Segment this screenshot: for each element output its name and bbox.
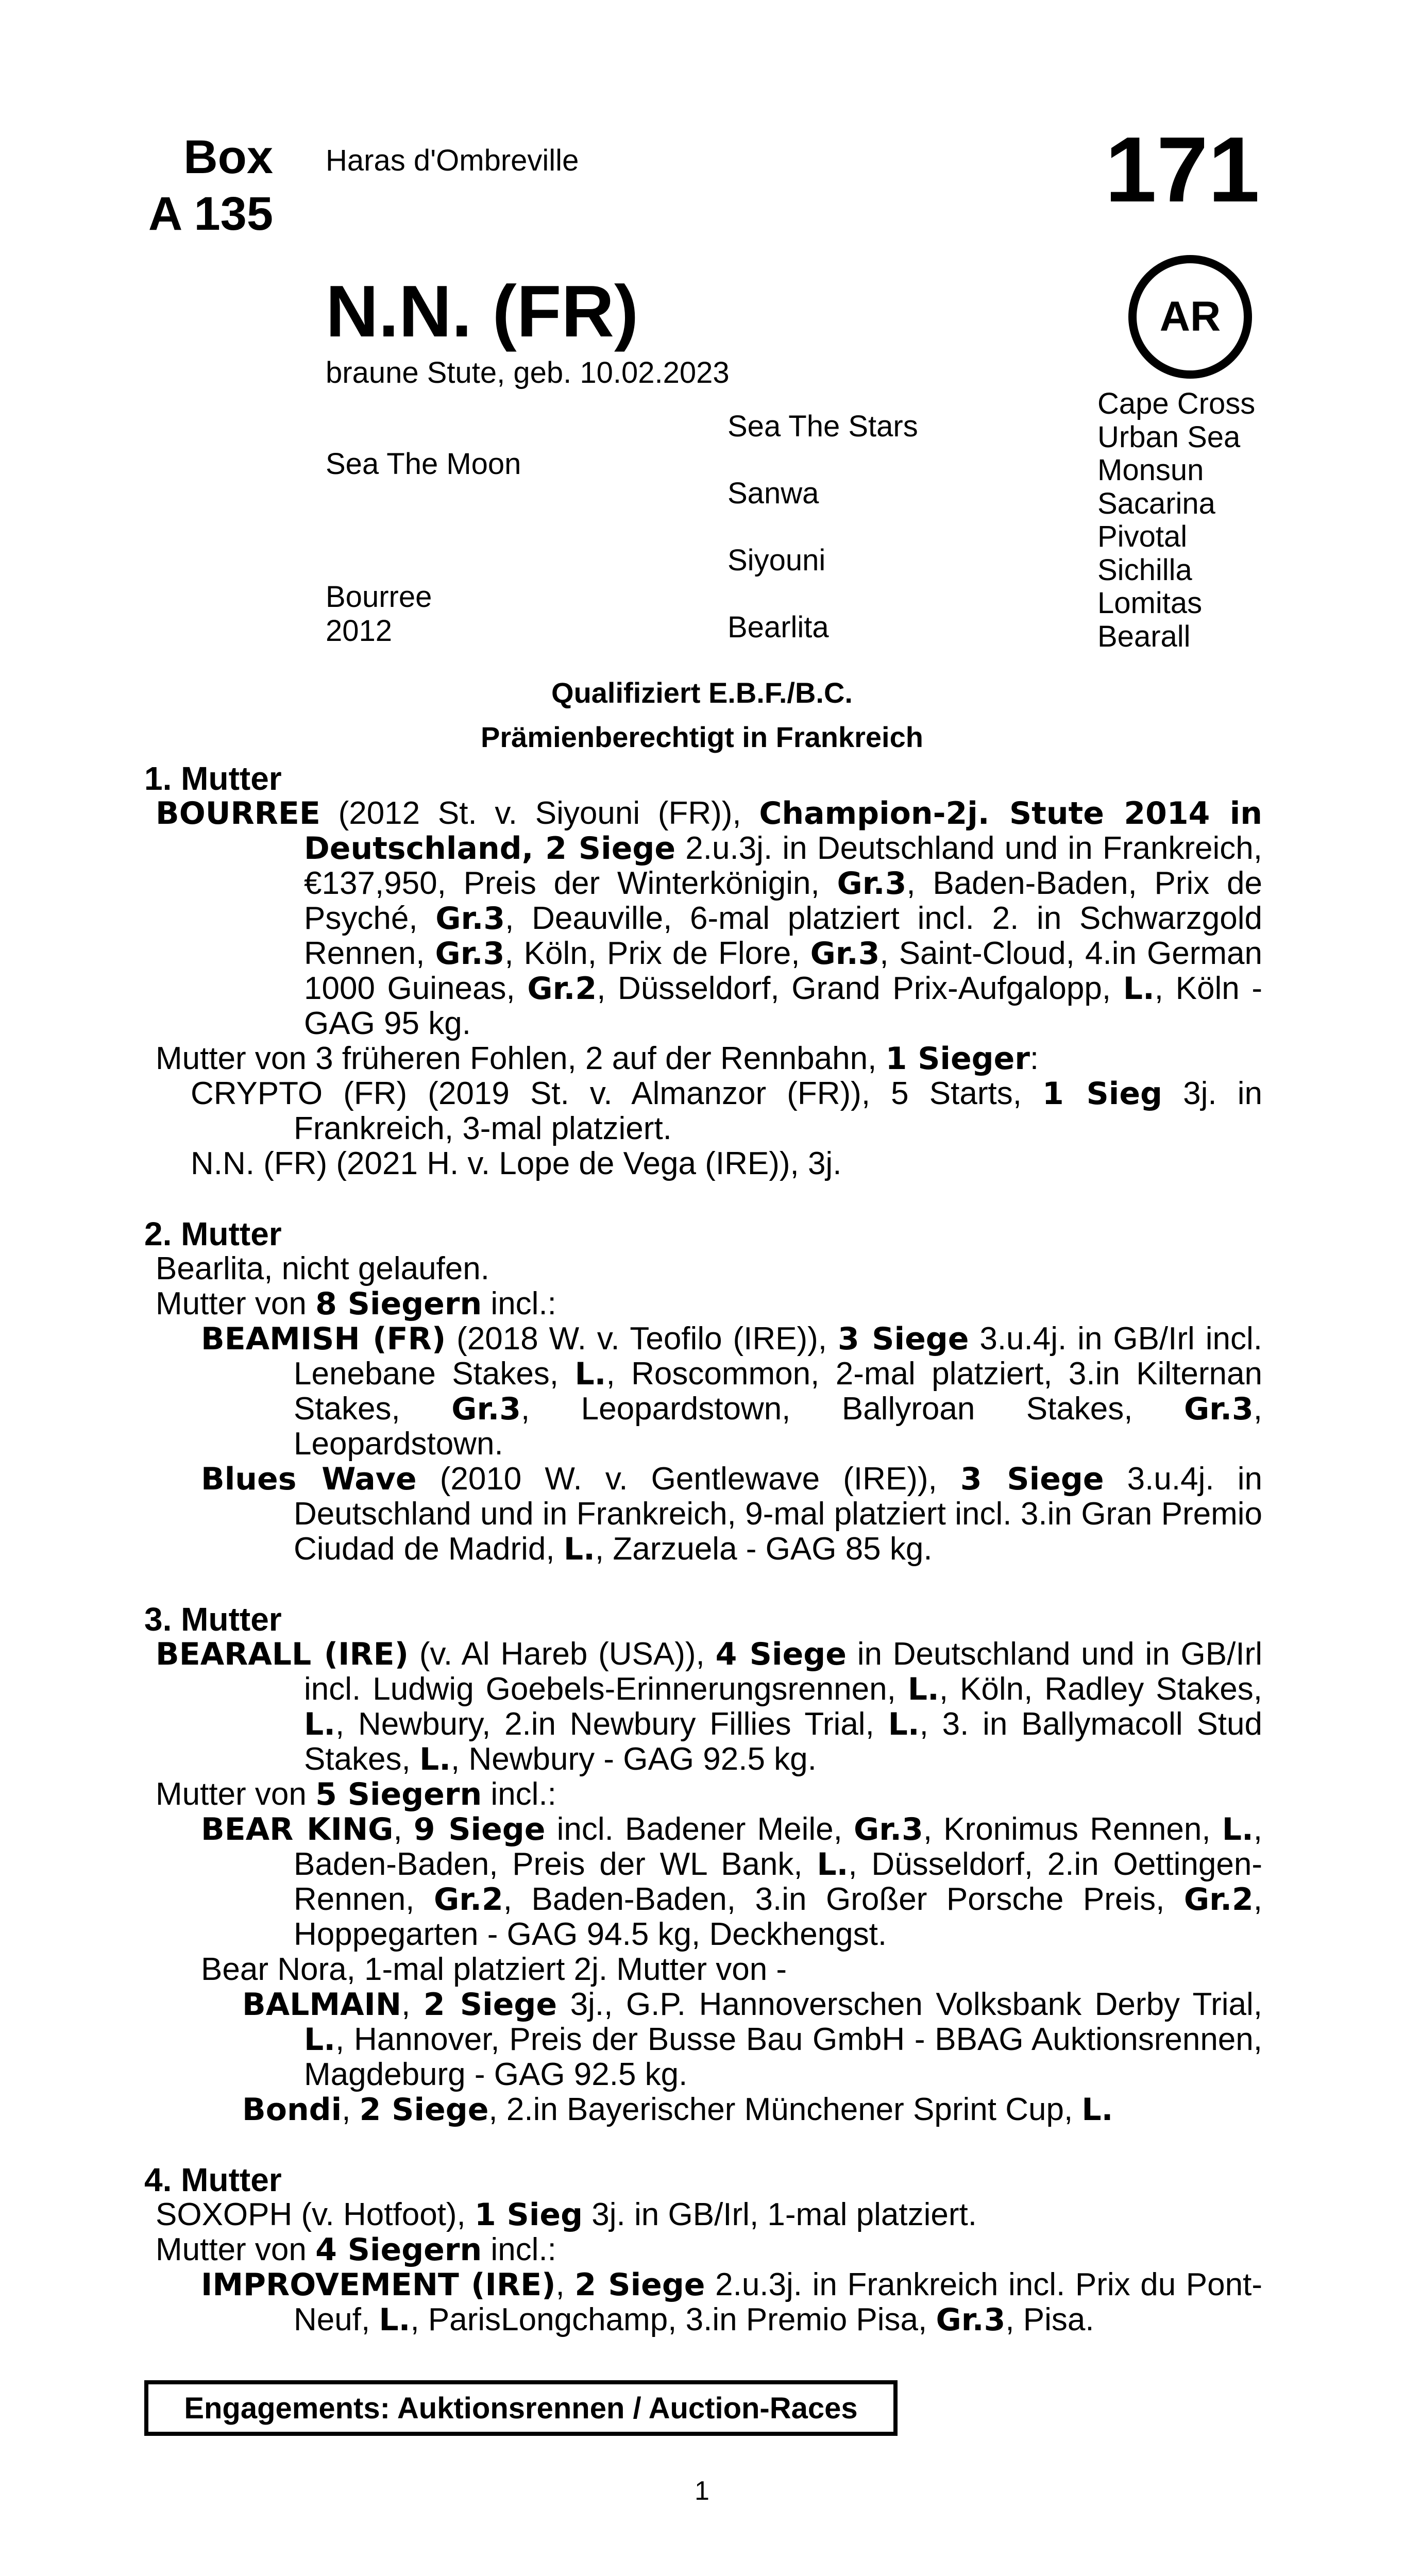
- bold-text: L.: [419, 1741, 451, 1777]
- spacer: [144, 1567, 1262, 1602]
- pedigree-dam-name: Bourree: [326, 580, 432, 614]
- bold-text: BEAMISH (FR): [201, 1321, 446, 1357]
- pedigree-grandparent: Bearlita: [728, 611, 829, 644]
- bold-text: 3 Siege: [837, 1321, 969, 1357]
- horse-description: braune Stute, geb. 10.02.2023: [326, 356, 730, 389]
- bold-text: Gr.3: [451, 1391, 521, 1427]
- bold-text: L.: [1222, 1811, 1254, 1848]
- pedigree-grandparent: Sanwa: [728, 477, 819, 510]
- bold-text: 5 Siegern: [315, 1776, 482, 1812]
- bold-text: 9 Siege: [413, 1811, 546, 1848]
- pedigree-great-grandparent: Bearall: [1097, 619, 1191, 653]
- bold-text: Gr.2: [527, 971, 597, 1007]
- dam3-produce-bear-king: BEAR KING, 9 Siege incl. Badener Meile, Gr.3, Kronimus Rennen, L., Baden-Baden, Preis der WL Bank, L., Düsseldorf, 2.in Oettingen-Rennen, Gr.2, Baden-Baden, 3.in Großer Porsche Preis, Gr.2, Hoppegarten - GAG 94.5 kg, Deckhengst.: [201, 1811, 1262, 1952]
- pedigree-great-grandparent: Monsun: [1097, 453, 1204, 487]
- box-label-line1: Box: [183, 131, 273, 183]
- bold-text: Champion-2j. Stute 2014 in Deutschland, 2 Siege: [304, 795, 1262, 867]
- pedigree-sire: Sea The Moon: [326, 447, 521, 481]
- pedigree-dam: [326, 580, 432, 648]
- family-text: [144, 761, 1262, 2337]
- dam3-grandproduce-bondi: Bondi, 2 Siege, 2.in Bayerischer Münchener Sprint Cup, L.: [242, 2092, 1113, 2128]
- dam3-grandproduce-balmain: BALMAIN, 2 Siege 3j., G.P. Hannoverschen Volksbank Derby Trial, L., Hannover, Preis der Busse Bau GmbH - BBAG Auktionsrennen, Magdeburg - GAG 92.5 kg.: [242, 1987, 1262, 2092]
- dam4-produce-summary: Mutter von 4 Siegern incl.:: [156, 2232, 556, 2268]
- bold-text: IMPROVEMENT (IRE): [201, 2267, 556, 2303]
- pedigree-great-grandparent: Sichilla: [1097, 553, 1192, 587]
- bold-text: L.: [304, 2022, 336, 2058]
- bold-text: Gr.2: [433, 1882, 503, 1918]
- dam3-record: BEARALL (IRE) (v. Al Hareb (USA)), 4 Siege in Deutschland und in GB/Irl incl. Ludwig Goebels-Erinnerungsrennen, L., Köln, Radley Stakes, L., Newbury, 2.in Newbury Fillies Trial, L., 3. in Ballymacoll Stud Stakes, L., Newbury - GAG 92.5 kg.: [156, 1636, 1262, 1777]
- bold-text: 4 Siege: [715, 1636, 847, 1672]
- ar-badge-text: AR: [1159, 293, 1221, 340]
- page-number: 1: [695, 2476, 709, 2506]
- pedigree-great-grandparent: Sacarina: [1097, 486, 1215, 520]
- bold-text: L.: [817, 1846, 849, 1883]
- box-label: [144, 129, 273, 242]
- bold-text: 1 Sieger: [885, 1041, 1030, 1077]
- dam2-produce-beamish: BEAMISH (FR) (2018 W. v. Teofilo (IRE)), 3 Siege 3.u.4j. in GB/Irl incl. Lenebane Stakes, L., Roscommon, 2-mal platziert, 3.in Kilternan Stakes, Gr.3, Leopardstown, Ballyroan Stakes, Gr.3, Leopardstown.: [201, 1321, 1262, 1462]
- ar-badge-icon: [1128, 255, 1252, 379]
- pedigree-grandparent: Sea The Stars: [728, 410, 918, 443]
- bold-text: L.: [563, 1531, 595, 1567]
- bold-text: 2 Siege: [423, 1987, 557, 2023]
- bold-text: 4 Siegern: [315, 2232, 482, 2268]
- bold-text: Gr.3: [837, 866, 907, 902]
- dam4-record: SOXOPH (v. Hotfoot), 1 Sieg 3j. in GB/Irl, 1-mal platziert.: [156, 2197, 977, 2233]
- lot-number: 171: [1105, 118, 1260, 222]
- qualification-line: Qualifiziert E.B.F./B.C.: [551, 676, 853, 709]
- pedigree-great-grandparent: Lomitas: [1097, 586, 1203, 620]
- bold-text: Gr.3: [810, 936, 880, 972]
- dam2-heading: 2. Mutter: [144, 1215, 282, 1252]
- dam1-heading: 1. Mutter: [144, 760, 282, 797]
- pedigree-great-grandparent: Cape Cross: [1097, 387, 1256, 420]
- dam2-produce-summary: Mutter von 8 Siegern incl.:: [156, 1286, 556, 1322]
- dam1-produce-nn: N.N. (FR) (2021 H. v. Lope de Vega (IRE)), 3j.: [191, 1146, 842, 1181]
- bold-text: 3 Siege: [960, 1461, 1104, 1497]
- spacer: [144, 1181, 1262, 1216]
- bold-text: L.: [907, 1671, 939, 1707]
- bold-text: L.: [304, 1706, 336, 1742]
- bold-text: 2 Siege: [359, 2092, 489, 2128]
- bold-text: Bondi: [242, 2092, 342, 2128]
- bold-text: 1 Sieg: [475, 2197, 583, 2233]
- pedigree-great-grandparent: Pivotal: [1097, 520, 1188, 553]
- bold-text: BEARALL (IRE): [156, 1636, 409, 1672]
- bold-text: Gr.2: [1183, 1882, 1254, 1918]
- bold-text: BEAR KING: [201, 1811, 394, 1848]
- dam1-record: BOURREE (2012 St. v. Siyouni (FR)), Champion-2j. Stute 2014 in Deutschland, 2 Siege 2.u.3j. in Deutschland und in Frankreich, €137,950, Preis der Winterkönigin, Gr.3, Baden-Baden, Prix de Psyché, Gr.3, Deauville, 6-mal platziert incl. 2. in Schwarzgold Rennen, Gr.3, Köln, Prix de Flore, Gr.3, Saint-Cloud, 4.in German 1000 Guineas, Gr.2, Düsseldorf, Grand Prix-Aufgalopp, L., Köln - GAG 95 kg.: [156, 795, 1262, 1041]
- bold-text: Gr.3: [936, 2302, 1006, 2338]
- dam2-produce-blues-wave: Blues Wave (2010 W. v. Gentlewave (IRE)), 3 Siege 3.u.4j. in Deutschland und in Frankreich, 9-mal platziert incl. 3.in Gran Premio Ciudad de Madrid, L., Zarzuela - GAG 85 kg.: [201, 1461, 1262, 1567]
- pedigree-great-grandparent: Urban Sea: [1097, 420, 1241, 454]
- pedigree-grandparent: Siyouni: [728, 544, 826, 577]
- engagements-text: Engagements: Auktionsrennen / Auction-Races: [184, 2391, 858, 2425]
- bold-text: BALMAIN: [242, 1987, 402, 2023]
- bold-text: L.: [574, 1356, 606, 1392]
- bold-text: 2 Siege: [574, 2267, 705, 2303]
- pedigree-dam-year: 2012: [326, 614, 393, 648]
- bold-text: Gr.3: [854, 1811, 923, 1848]
- engagements-box: [144, 2380, 898, 2436]
- bold-text: L.: [1081, 2092, 1113, 2128]
- bold-text: Blues Wave: [201, 1461, 417, 1497]
- bold-text: L.: [888, 1706, 920, 1742]
- pedigree-great-grandparents: [1097, 387, 1255, 653]
- dam4-produce-improvement: IMPROVEMENT (IRE), 2 Siege 2.u.3j. in Frankreich incl. Prix du Pont-Neuf, L., ParisLongchamp, 3.in Premio Pisa, Gr.3, Pisa.: [201, 2267, 1263, 2338]
- horse-name: N.N. (FR): [326, 270, 639, 352]
- bold-text: Gr.3: [1183, 1391, 1254, 1427]
- dam1-produce-summary: Mutter von 3 früheren Fohlen, 2 auf der Rennbahn, 1 Sieger:: [156, 1041, 1039, 1077]
- bold-text: L.: [1123, 971, 1155, 1007]
- box-label-line2: A 135: [148, 188, 273, 240]
- bold-text: Gr.3: [435, 936, 505, 972]
- bold-text: Gr.3: [435, 901, 505, 937]
- consignor: Haras d'Ombreville: [326, 144, 579, 177]
- dam1-produce-crypto: CRYPTO (FR) (2019 St. v. Almanzor (FR)), 5 Starts, 1 Sieg 3j. in Frankreich, 3-mal platziert.: [191, 1076, 1262, 1146]
- dam4-heading: 4. Mutter: [144, 2161, 282, 2198]
- bold-text: BOURREE: [156, 795, 320, 832]
- dam2-record: Bearlita, nicht gelaufen.: [156, 1251, 489, 1286]
- dam3-heading: 3. Mutter: [144, 1601, 282, 1638]
- spacer: [144, 2127, 1262, 2162]
- dam3-produce-bear-nora: Bear Nora, 1-mal platziert 2j. Mutter von -: [201, 1952, 787, 1987]
- bold-text: L.: [379, 2302, 411, 2338]
- premium-line: Prämienberechtigt in Frankreich: [481, 721, 923, 753]
- bold-text: 1 Sieg: [1042, 1076, 1163, 1112]
- bold-text: 8 Siegern: [315, 1286, 482, 1322]
- dam3-produce-summary: Mutter von 5 Siegern incl.:: [156, 1776, 556, 1812]
